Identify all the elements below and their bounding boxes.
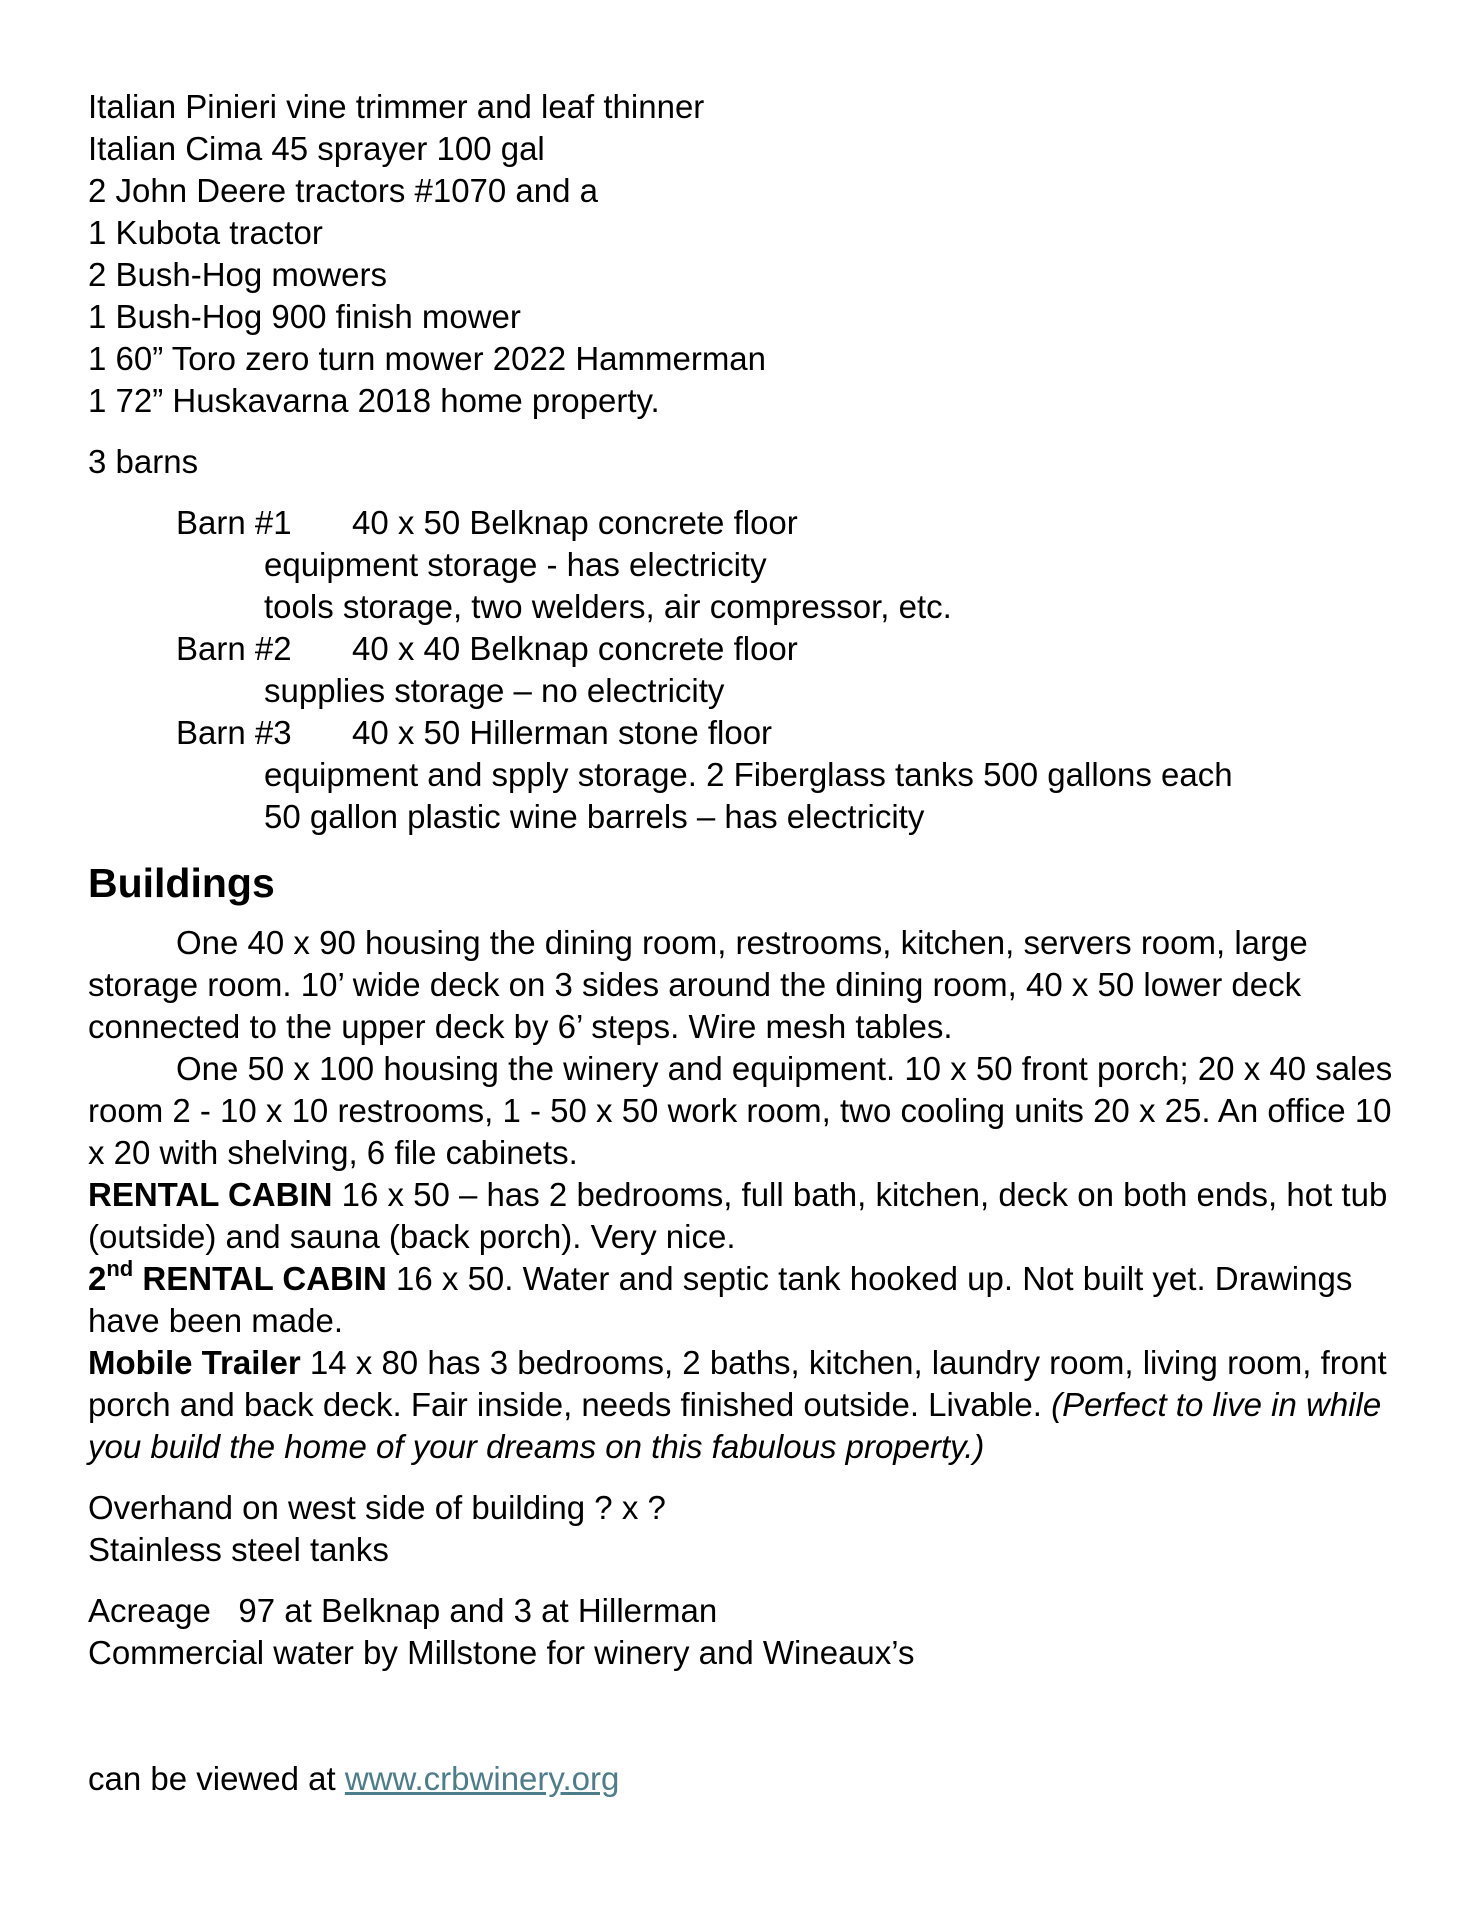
ordinal-suffix: nd xyxy=(106,1256,134,1281)
barn-detail: supplies storage – no electricity xyxy=(264,672,725,709)
document-page xyxy=(88,86,1408,1800)
building-paragraph-dining: One 40 x 90 housing the dining room, restrooms, kitchen, servers room, large storage room. 10’ wide deck on 3 sides around the dining room, 40 x 50 lower deck connected to the upper deck by 6’ steps. Wire mesh tables. xyxy=(88,924,1308,1045)
footer-prefix: can be viewed at xyxy=(88,1760,345,1797)
barn-detail: equipment storage - has electricity xyxy=(264,546,767,583)
equipment-item: Italian Pinieri vine trimmer and leaf thinner xyxy=(88,88,705,125)
barns-list xyxy=(88,502,1408,838)
second-rental-cabin-number: 2 xyxy=(88,1260,107,1297)
building-paragraph-winery: One 50 x 100 housing the winery and equipment. 10 x 50 front porch; 20 x 40 sales room 2 - 10 x 10 restrooms, 1 - 50 x 50 work room, two cooling units 20 x 25. An office 10 x 20 with shelving, 6 file cabinets. xyxy=(88,1050,1393,1171)
extras-item: Overhand on west side of building ? x ? xyxy=(88,1489,666,1526)
second-rental-cabin-text: 16 x 50. Water and septic tank hooked up. Not built yet. Drawings have been made. xyxy=(88,1260,1353,1339)
acreage-line: Acreage 97 at Belknap and 3 at Hillerman xyxy=(88,1592,718,1629)
equipment-item: 1 Bush-Hog 900 finish mower xyxy=(88,298,521,335)
equipment-item: Italian Cima 45 sprayer 100 gal xyxy=(88,130,545,167)
barn-detail: equipment and spply storage. 2 Fiberglass tanks 500 gallons each xyxy=(264,756,1233,793)
mobile-trailer-label: Mobile Trailer xyxy=(88,1344,301,1381)
barn-row xyxy=(88,628,1408,670)
equipment-list xyxy=(88,86,1408,422)
extras-list xyxy=(88,1487,1408,1571)
barn-row xyxy=(88,502,1408,544)
barn-name: Barn #2 xyxy=(176,630,292,667)
footer-line xyxy=(88,1758,1408,1800)
barn-spec: 40 x 50 Belknap concrete floor xyxy=(352,504,798,541)
mobile-trailer-note: (Perfect to live in while you build the home of your dreams on this fabulous property.) xyxy=(88,1386,1382,1465)
acreage-block xyxy=(88,1590,1408,1674)
rental-cabin-label: RENTAL CABIN xyxy=(88,1176,333,1213)
equipment-item: 1 72” Huskavarna 2018 home property. xyxy=(88,382,660,419)
rental-cabin-paragraph xyxy=(88,1174,1408,1258)
barns-heading: 3 barns xyxy=(88,443,199,480)
barn-spec: 40 x 40 Belknap concrete floor xyxy=(352,630,798,667)
second-rental-cabin-paragraph xyxy=(88,1258,1408,1342)
mobile-trailer-paragraph xyxy=(88,1342,1408,1468)
barn-detail: 50 gallon plastic wine barrels – has electricity xyxy=(264,798,925,835)
rental-cabin-text: 16 x 50 – has 2 bedrooms, full bath, kitchen, deck on both ends, hot tub (outside) and sauna (back porch). Very nice. xyxy=(88,1176,1388,1255)
second-rental-cabin-label: RENTAL CABIN xyxy=(133,1260,387,1297)
equipment-item: 2 John Deere tractors #1070 and a xyxy=(88,172,599,209)
water-line: Commercial water by Millstone for winery and Wineaux’s xyxy=(88,1634,915,1671)
barn-name: Barn #3 xyxy=(176,714,292,751)
barn-detail: tools storage, two welders, air compressor, etc. xyxy=(264,588,952,625)
barn-spec: 40 x 50 Hillerman stone floor xyxy=(352,714,773,751)
equipment-item: 2 Bush-Hog mowers xyxy=(88,256,387,293)
mobile-trailer-text: 14 x 80 has 3 bedrooms, 2 baths, kitchen, laundry room, living room, front porch and back deck. Fair inside, needs finished outside. Livable. xyxy=(88,1344,1387,1423)
extras-item: Stainless steel tanks xyxy=(88,1531,389,1568)
buildings-heading: Buildings xyxy=(88,860,275,906)
barn-row xyxy=(88,712,1408,754)
barn-name: Barn #1 xyxy=(176,504,292,541)
website-link[interactable]: www.crbwinery.org xyxy=(344,1760,620,1797)
equipment-item: 1 Kubota tractor xyxy=(88,214,323,251)
equipment-item: 1 60” Toro zero turn mower 2022 Hammerman xyxy=(88,340,767,377)
